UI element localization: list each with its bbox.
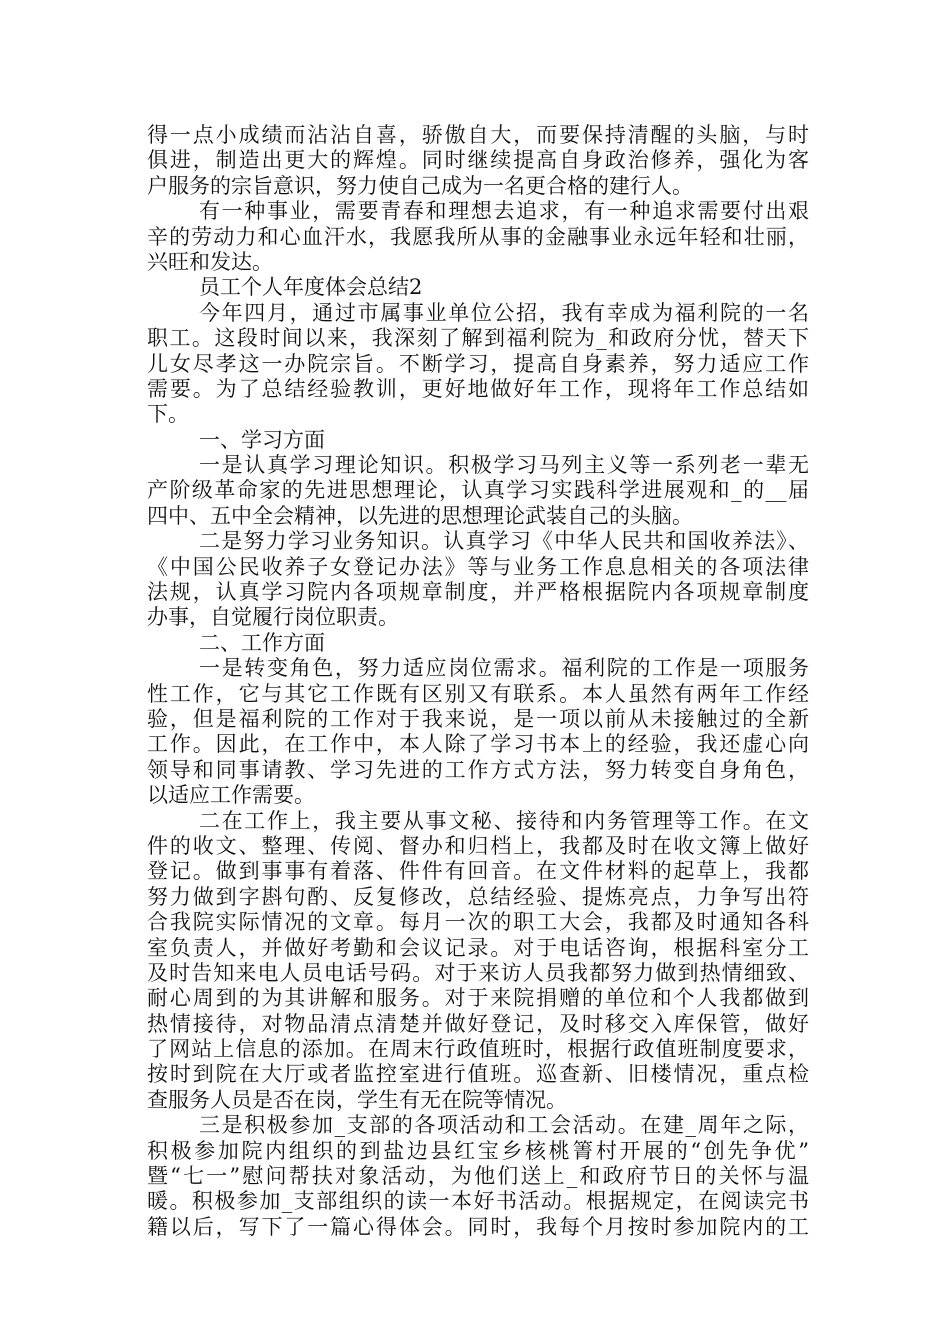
text-line: 四中、五中全会精神，以先进的思想理论武装自己的头脑。 [147, 503, 693, 528]
text-line: 按时到院在大厅或者监控室进行值班。巡查新、旧楼情况，重点检 [147, 1062, 809, 1087]
text-line: 合我院实际情况的文章。每月一次的职工大会，我都及时通知各科 [147, 910, 809, 935]
text-line: 一是转变角色，努力适应岗位需求。福利院的工作是一项服务 [199, 656, 809, 681]
text-line: 验，但是福利院的工作对于我来说，是一项以前从未接触过的全新 [147, 706, 809, 731]
text-line: 需要。为了总结经验教训，更好地做好年工作，现将年工作总结如 [147, 376, 809, 401]
text-line: 室负责人，并做好考勤和会议记录。对于电话咨询，根据科室分工 [147, 935, 809, 960]
text-line: 产阶级革命家的先进思想理论，认真学习实践科学进展观和_的__届 [147, 478, 809, 503]
text-line: 有一种事业，需要青春和理想去追求，有一种追求需要付出艰 [199, 199, 809, 224]
text-line: 《中国公民收养子女登记办法》等与业务工作息息相关的各项法律 [147, 554, 809, 579]
text-line: 以适应工作需要。 [147, 783, 315, 808]
text-line: 籍以后，写下了一篇心得体会。同时，我每个月按时参加院内的工 [147, 1214, 809, 1239]
text-line: 领导和同事请教、学习先进的工作方式方法，努力转变自身角色， [147, 757, 809, 782]
text-line: 登记。做到事事有着落、件件有回音。在文件材料的起草上，我都 [147, 859, 809, 884]
text-line: 及时告知来电人员电话号码。对于来访人员我都努力做到热情细致、 [147, 960, 809, 985]
text-line: 暖。积极参加_支部组织的读一本好书活动。根据规定，在阅读完书 [147, 1189, 809, 1214]
text-line: 三是积极参加_支部的各项活动和工会活动。在建_周年之际， [199, 1113, 809, 1138]
text-line: 一、学习方面 [199, 427, 325, 452]
document-body [147, 123, 809, 1240]
text-line: 二在工作上，我主要从事文秘、接待和内务管理等工作。在文 [199, 808, 809, 833]
text-line: 热情接待，对物品清点清楚并做好登记，及时移交入库保管，做好 [147, 1011, 809, 1036]
text-line: 努力做到字斟句酌、反复修改，总结经验、提炼亮点，力争写出符 [147, 884, 809, 909]
text-line: 查服务人员是否在岗，学生有无在院等情况。 [147, 1087, 567, 1112]
text-line: 户服务的宗旨意识，努力使自己成为一名更合格的建行人。 [147, 173, 693, 198]
text-line: 暨“七一”慰问帮扶对象活动，为他们送上_和政府节日的关怀与温 [147, 1164, 809, 1189]
text-line: 俱进，制造出更大的辉煌。同时继续提高自身政治修养，强化为客 [147, 148, 809, 173]
text-line: 一是认真学习理论知识。积极学习马列主义等一系列老一辈无 [199, 453, 809, 478]
text-line: 兴旺和发达。 [147, 249, 273, 274]
text-line: 员工个人年度体会总结2 [199, 275, 423, 300]
text-line: 职工。这段时间以来，我深刻了解到福利院为_和政府分忧，替天下 [147, 326, 809, 351]
text-line: 耐心周到的为其讲解和服务。对于来院捐赠的单位和个人我都做到 [147, 986, 809, 1011]
text-line: 件的收文、整理、传阅、督办和归档上，我都及时在收文簿上做好 [147, 833, 809, 858]
text-line: 下。 [147, 402, 189, 427]
text-line: 工作。因此，在工作中，本人除了学习书本上的经验，我还虚心向 [147, 732, 809, 757]
text-line: 性工作，它与其它工作既有区别又有联系。本人虽然有两年工作经 [147, 681, 809, 706]
text-line: 二、工作方面 [199, 630, 325, 655]
text-line: 今年四月，通过市属事业单位公招，我有幸成为福利院的一名 [199, 300, 809, 325]
text-line: 得一点小成绩而沾沾自喜，骄傲自大，而要保持清醒的头脑，与时 [147, 123, 809, 147]
text-line: 了网站上信息的添加。在周末行政值班时，根据行政值班制度要求， [147, 1037, 809, 1062]
text-line: 积极参加院内组织的到盐边县红宝乡核桃箐村开展的“创先争优” [147, 1138, 809, 1163]
text-line: 办事，自觉履行岗位职责。 [147, 605, 399, 630]
text-line: 法规，认真学习院内各项规章制度，并严格根据院内各项规章制度 [147, 580, 809, 605]
text-line: 辛的劳动力和心血汗水，我愿我所从事的金融事业永远年轻和壮丽， [147, 224, 809, 249]
text-line: 儿女尽孝这一办院宗旨。不断学习，提高自身素养，努力适应工作 [147, 351, 809, 376]
text-line: 二是努力学习业务知识。认真学习《中华人民共和国收养法》、 [199, 529, 809, 554]
